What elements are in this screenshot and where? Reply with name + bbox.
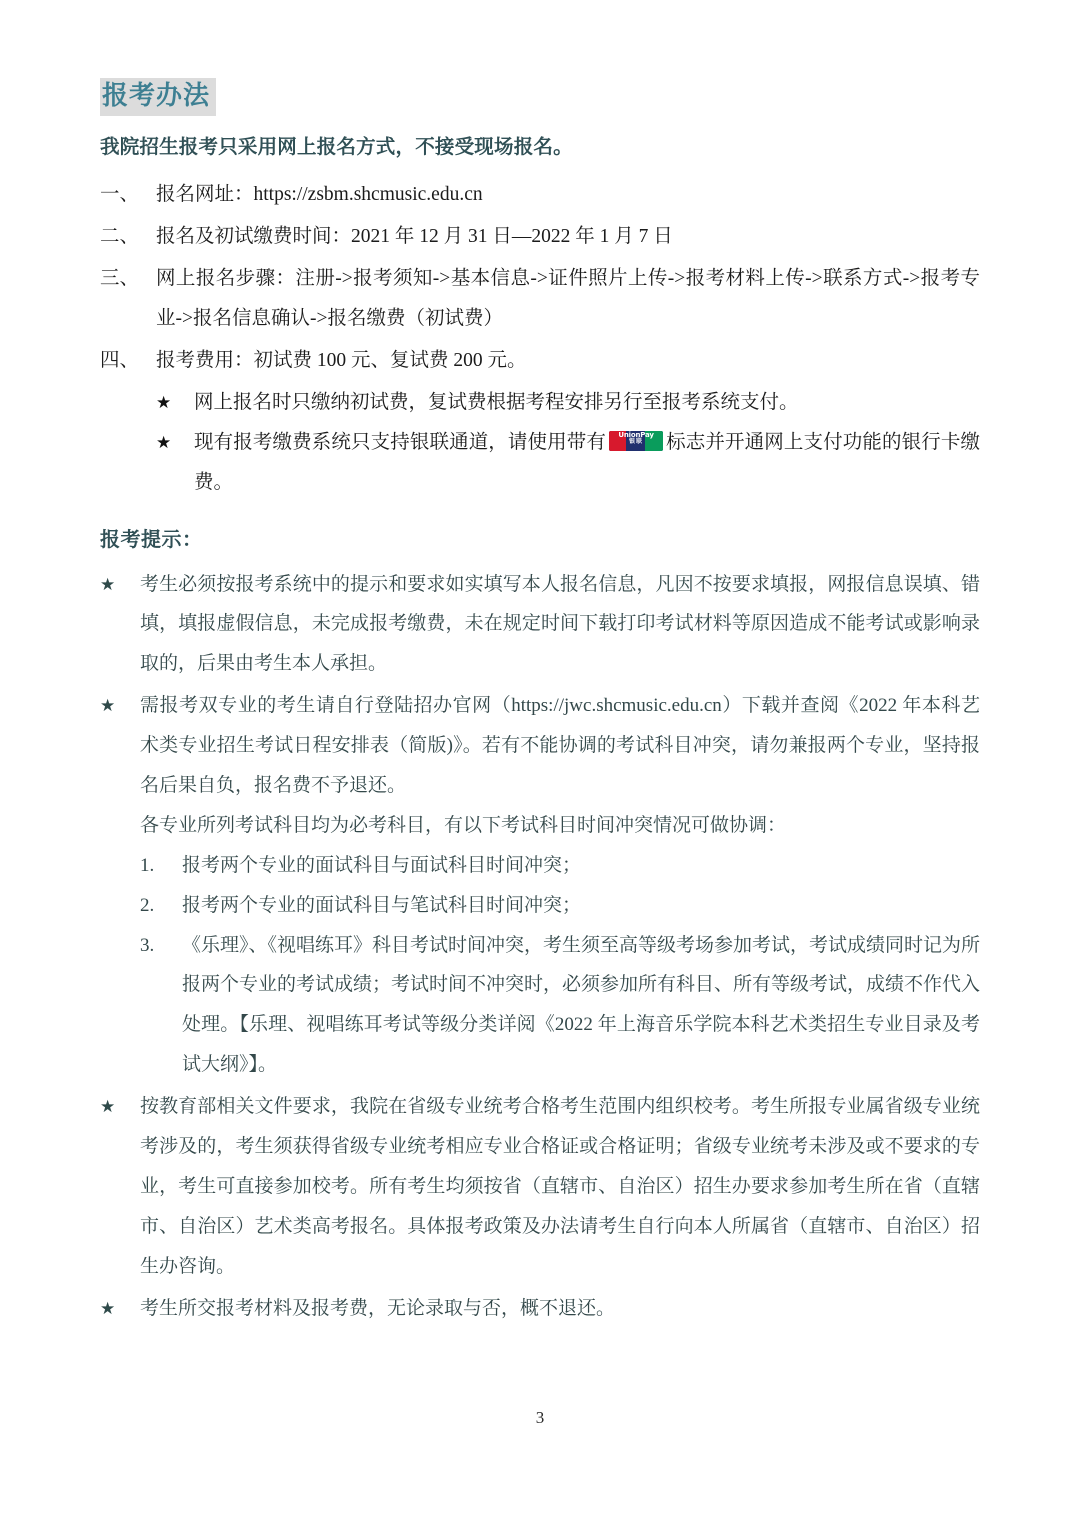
numbered-item-marker: 四、: [100, 349, 140, 371]
tip-body: [140, 1087, 980, 1286]
unionpay-wordmark-en: UnionPay: [618, 430, 654, 439]
star-bullet-icon: ★: [100, 1298, 116, 1318]
unionpay-wordmark-cn: 银联: [629, 437, 644, 445]
fee-star-item: [156, 383, 980, 423]
numbered-item-text: 报考费用：初试费 100 元、复试费 200 元。: [156, 349, 527, 371]
conflict-rules-list: [140, 846, 980, 1085]
unionpay-logo: [609, 431, 663, 451]
unionpay-text-after: 标志并开通网上支付功能的银行卡缴费。: [194, 431, 980, 493]
tips-list: [100, 565, 980, 1329]
star-bullet-icon: ★: [156, 432, 172, 452]
page-number: 3: [535, 1408, 545, 1427]
conflict-rule-text: 报考两个专业的面试科目与笔试科目时间冲突；: [182, 894, 582, 916]
page-content: [100, 78, 980, 1330]
lead-statement: 我院招生报考只采用网上报名方式，不接受现场报名。: [100, 134, 573, 158]
star-bullet-icon: ★: [156, 392, 172, 412]
star-bullet-icon: ★: [100, 574, 116, 594]
numbered-item: [100, 341, 980, 381]
tip-item: [100, 686, 980, 1085]
tip-paragraph: 考生所交报考材料及报考费，无论录取与否，概不退还。: [140, 1297, 616, 1319]
numbered-item-marker: 三、: [100, 267, 140, 289]
numbered-item-text: 报名网址：https://zsbm.shcmusic.edu.cn: [156, 183, 483, 205]
conflict-rule-item: [140, 926, 980, 1086]
tip-body: [140, 1289, 980, 1329]
numbered-item-marker: 一、: [100, 183, 140, 205]
unionpay-star-item: [156, 423, 980, 503]
conflict-rule-marker: 2.: [140, 894, 155, 916]
conflict-rule-marker: 1.: [140, 854, 155, 876]
star-bullet-icon: ★: [100, 1097, 116, 1117]
tip-paragraph: 需报考双专业的考生请自行登陆招办官网（https://jwc.shcmusic.edu.cn）下载并查阅《2022 年本科艺术类专业招生考试日程安排表（简版)》。若有不能协调的考试科目冲突，请勿兼报两个专业，坚持报名后果自负，报名费不予退还。: [140, 695, 980, 796]
numbered-item: [100, 259, 980, 339]
numbered-item: [100, 217, 980, 257]
unionpay-item-text: [194, 423, 980, 503]
tip-item: [100, 1087, 980, 1286]
page-title: 报考办法: [100, 78, 216, 116]
tip-paragraph: 各专业所列考试科目均为必考科目，有以下考试科目时间冲突情况可做协调：: [140, 814, 787, 836]
tips-heading: 报考提示：: [100, 526, 203, 551]
numbered-item: [100, 175, 980, 215]
tip-body: [140, 565, 980, 685]
tip-body: [140, 686, 980, 1085]
unionpay-text-before: 现有报考缴费系统只支持银联通道，请使用带有: [194, 431, 607, 453]
numbered-item-text: 报名及初试缴费时间：2021 年 12 月 31 日—2022 年 1 月 7 日: [156, 225, 673, 247]
tip-item: [100, 1289, 980, 1329]
numbered-item-text: 网上报名步骤：注册->报考须知->基本信息->证件照片上传->报考材料上传->联系方式->报考专业->报名信息确认->报名缴费（初试费）: [156, 267, 980, 329]
fee-star-item-text: 网上报名时只缴纳初试费，复试费根据考程安排另行至报考系统支付。: [194, 391, 799, 413]
conflict-rule-text: 《乐理》、《视唱练耳》科目考试时间冲突，考生须至高等级考场参加考试，考试成绩同时记为所报两个专业的考试成绩；考试时间不冲突时，必须参加所有科目、所有等级考试，成绩不作代入处理。【乐理、视唱练耳考试等级分类详阅《2022 年上海音乐学院本科艺术类招生专业目录及考试大纲》】。: [182, 934, 981, 1076]
conflict-rule-item: [140, 846, 980, 886]
fee-star-list: [100, 383, 980, 503]
numbered-item-marker: 二、: [100, 225, 140, 247]
conflict-rule-marker: 3.: [140, 934, 155, 956]
star-bullet-icon: ★: [100, 696, 116, 716]
conflict-rule-item: [140, 886, 980, 926]
tip-item: [100, 565, 980, 685]
tip-paragraph: 按教育部相关文件要求，我院在省级专业统考合格考生范围内组织校考。考生所报专业属省级专业统考涉及的，考生须获得省级专业统考相应专业合格证或合格证明；省级专业统考未涉及或不要求的专业，考生可直接参加校考。所有考生均须按省（直辖市、自治区）招生办要求参加考生所在省（直辖市、自治区）艺术类高考报名。具体报考政策及办法请考生自行向本人所属省（直辖市、自治区）招生办咨询。: [140, 1096, 980, 1277]
unionpay-wordmark: [609, 432, 663, 446]
conflict-rule-text: 报考两个专业的面试科目与面试科目时间冲突；: [182, 854, 582, 876]
numbered-list: [100, 175, 980, 381]
tip-paragraph: 考生必须按报考系统中的提示和要求如实填写本人报名信息，凡因不按要求填报，网报信息误填、错填，填报虚假信息，未完成报考缴费，未在规定时间下载打印考试材料等原因造成不能考试或影响录取的，后果由考生本人承担。: [140, 573, 980, 675]
